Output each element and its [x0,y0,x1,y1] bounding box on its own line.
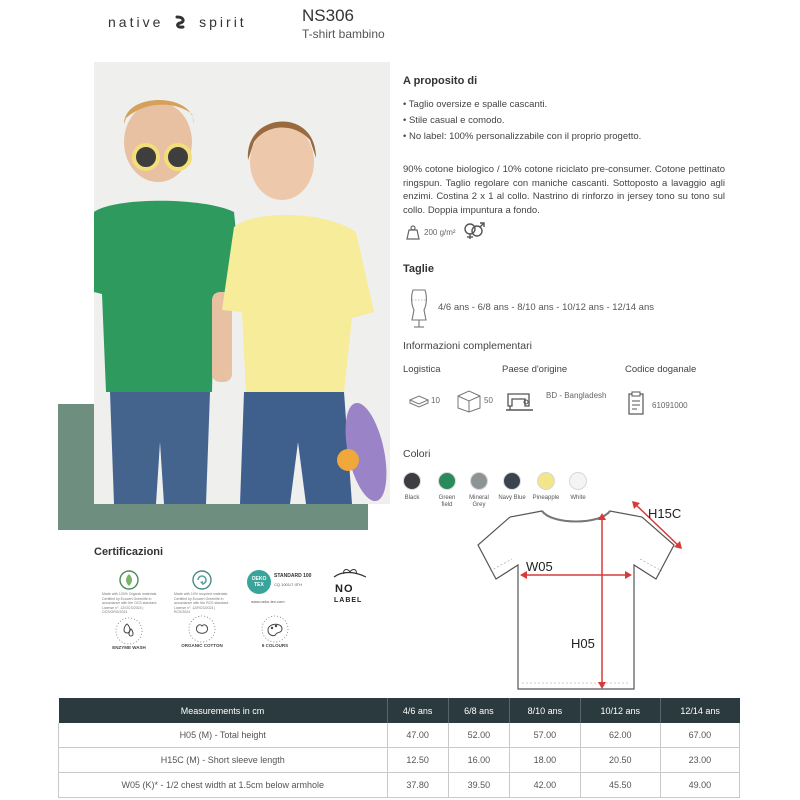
no-label-top: NO [335,583,354,595]
table-cell: 18.00 [510,748,581,773]
table-header: Measurements in cm [59,698,388,723]
brand-name-right: spirit [199,14,247,30]
table-cell: 37.80 [387,773,448,798]
table-cell: 67.00 [660,723,739,748]
table-header: 8/10 ans [510,698,581,723]
origin-value: BD - Bangladesh [546,391,607,400]
product-photo [94,62,390,504]
ocs-text: Made with 100% Organic materials. Certified by Ecocert Greenlife in accordance with the OCS standard. License n°: 12/OCS/2024 | OCS/ORG/2024 [102,592,158,614]
organic-cotton-text: ORGANIC COTTON [181,643,223,648]
enzyme-wash-icon [114,616,144,646]
table-cell: 23.00 [660,748,739,773]
table-header: 12/14 ans [660,698,739,723]
sewing-machine-icon [505,388,535,414]
box-icon [456,389,482,413]
measurements-table [58,698,740,798]
row-label: W05 (K)* - 1/2 chest width at 1.5cm below armhole [59,773,388,798]
enzyme-wash-badge [114,616,144,652]
tshirt-measurement-diagram [470,495,690,695]
swatch-pineapple[interactable] [537,472,555,490]
swatch-label: Mineral Grey [469,495,489,508]
customs-label: Codice doganale [625,364,697,375]
table-header: 10/12 ans [580,698,660,723]
row-label: H15C (M) - Short sleeve length [59,748,388,773]
table-cell: 12.50 [387,748,448,773]
ocs-logo-icon [119,570,139,590]
oeko-standard: STANDARD 100 [274,573,312,579]
table-cell: 52.00 [448,723,509,748]
swatch-label: Black [404,495,420,501]
label-h05: H05 [571,636,595,651]
table-cell: 16.00 [448,748,509,773]
label-h15c: H15C [648,506,682,521]
product-subtitle: T-shirt bambino [302,27,385,41]
origin-label: Paese d'origine [502,364,568,375]
rcs-text: Made with 10% recycled materials. Certified by Ecocert Greenlife in accordance with the RCS standard. License n°: 12/RCS/2024 | RCS/2024 [174,592,230,614]
table-cell: 62.00 [580,723,660,748]
info-title: Informazioni complementari [403,340,532,352]
rcs-logo-icon [192,570,212,590]
no-label-leaf-icon [332,567,368,581]
about-bullets [403,99,641,147]
swatch-label: Green field [438,495,456,508]
pack-small-count: 10 [431,396,440,405]
pack-large-count: 50 [484,396,493,405]
about-bullet: • No label: 100% personalizzabile con il proprio progetto. [403,131,642,142]
swatch-label: White [570,495,586,501]
swatch-navy-blue[interactable] [503,472,521,490]
swatch-white[interactable] [569,472,587,490]
colours-badge [260,614,290,652]
organic-cotton-badge [181,614,223,652]
oeko-tex-badge: OEKO TEX [247,570,271,594]
swatch-black[interactable] [403,472,421,490]
table-row [59,723,740,748]
colours-text: 6 COLOURS [261,643,289,648]
logistics-label: Logistica [403,364,441,375]
table-cell: 57.00 [510,723,581,748]
mannequin-icon [407,286,431,330]
clipboard-icon [627,391,645,415]
table-cell: 42.00 [510,773,581,798]
table-cell: 39.50 [448,773,509,798]
about-description: 90% cotone biologico / 10% cotone riciclato pre-consumer. Cotone pettinato ringspun. Taglio regolare con maniche cascanti. Sottoposto a lavaggio agli enzimi. Costina 2 x 1 al collo. Nastrino di rinforzo in jersey tono su tono sul collo. Doppia impuntura a fondo. [403,164,725,216]
kids-illustration [94,62,390,504]
swatch-mineral-grey[interactable] [470,472,488,490]
table-cell: 49.00 [660,773,739,798]
sizes-title: Taglie [403,263,434,275]
weight-icon [405,224,421,240]
brand-name-left: native [108,14,164,30]
table-header-row [59,698,740,723]
oeko-code: CQ 1001/7 IITH [274,582,303,587]
unisex-icon [463,222,485,240]
organic-cotton-icon [187,614,217,644]
about-bullet: • Stile casual e comodo. [403,115,505,126]
table-cell: 47.00 [387,723,448,748]
swatch-green-field[interactable] [438,472,456,490]
label-w05: W05 [526,559,553,574]
table-cell: 20.50 [580,748,660,773]
table-cell: 45.50 [580,773,660,798]
weight-value: 200 g/m² [424,228,456,237]
brand-logo [108,14,247,30]
colors-title: Colori [403,448,431,460]
swatch-label: Pineapple [532,495,560,501]
table-row [59,773,740,798]
sizes-list: 4/6 ans - 6/8 ans - 8/10 ans - 10/12 ans - 12/14 ans [438,302,654,313]
flat-pack-icon [408,392,430,408]
table-header: 4/6 ans [387,698,448,723]
product-code: NS306 [302,6,354,25]
palette-icon [260,614,290,644]
about-bullet: • Taglio oversize e spalle cascanti. [403,99,548,110]
brand-swirl-icon [174,15,188,29]
certifications-title: Certificazioni [94,546,164,558]
about-title: A proposito di [403,75,478,87]
oeko-url: www.oeko-tex.com [251,599,285,604]
swatch-label: Navy Blue [498,495,526,501]
no-label-bottom: LABEL [334,597,363,604]
enzyme-wash-text: ENZYME WASH [112,645,146,650]
row-label: H05 (M) - Total height [59,723,388,748]
table-row [59,748,740,773]
table-header: 6/8 ans [448,698,509,723]
customs-value: 61091000 [652,401,688,410]
